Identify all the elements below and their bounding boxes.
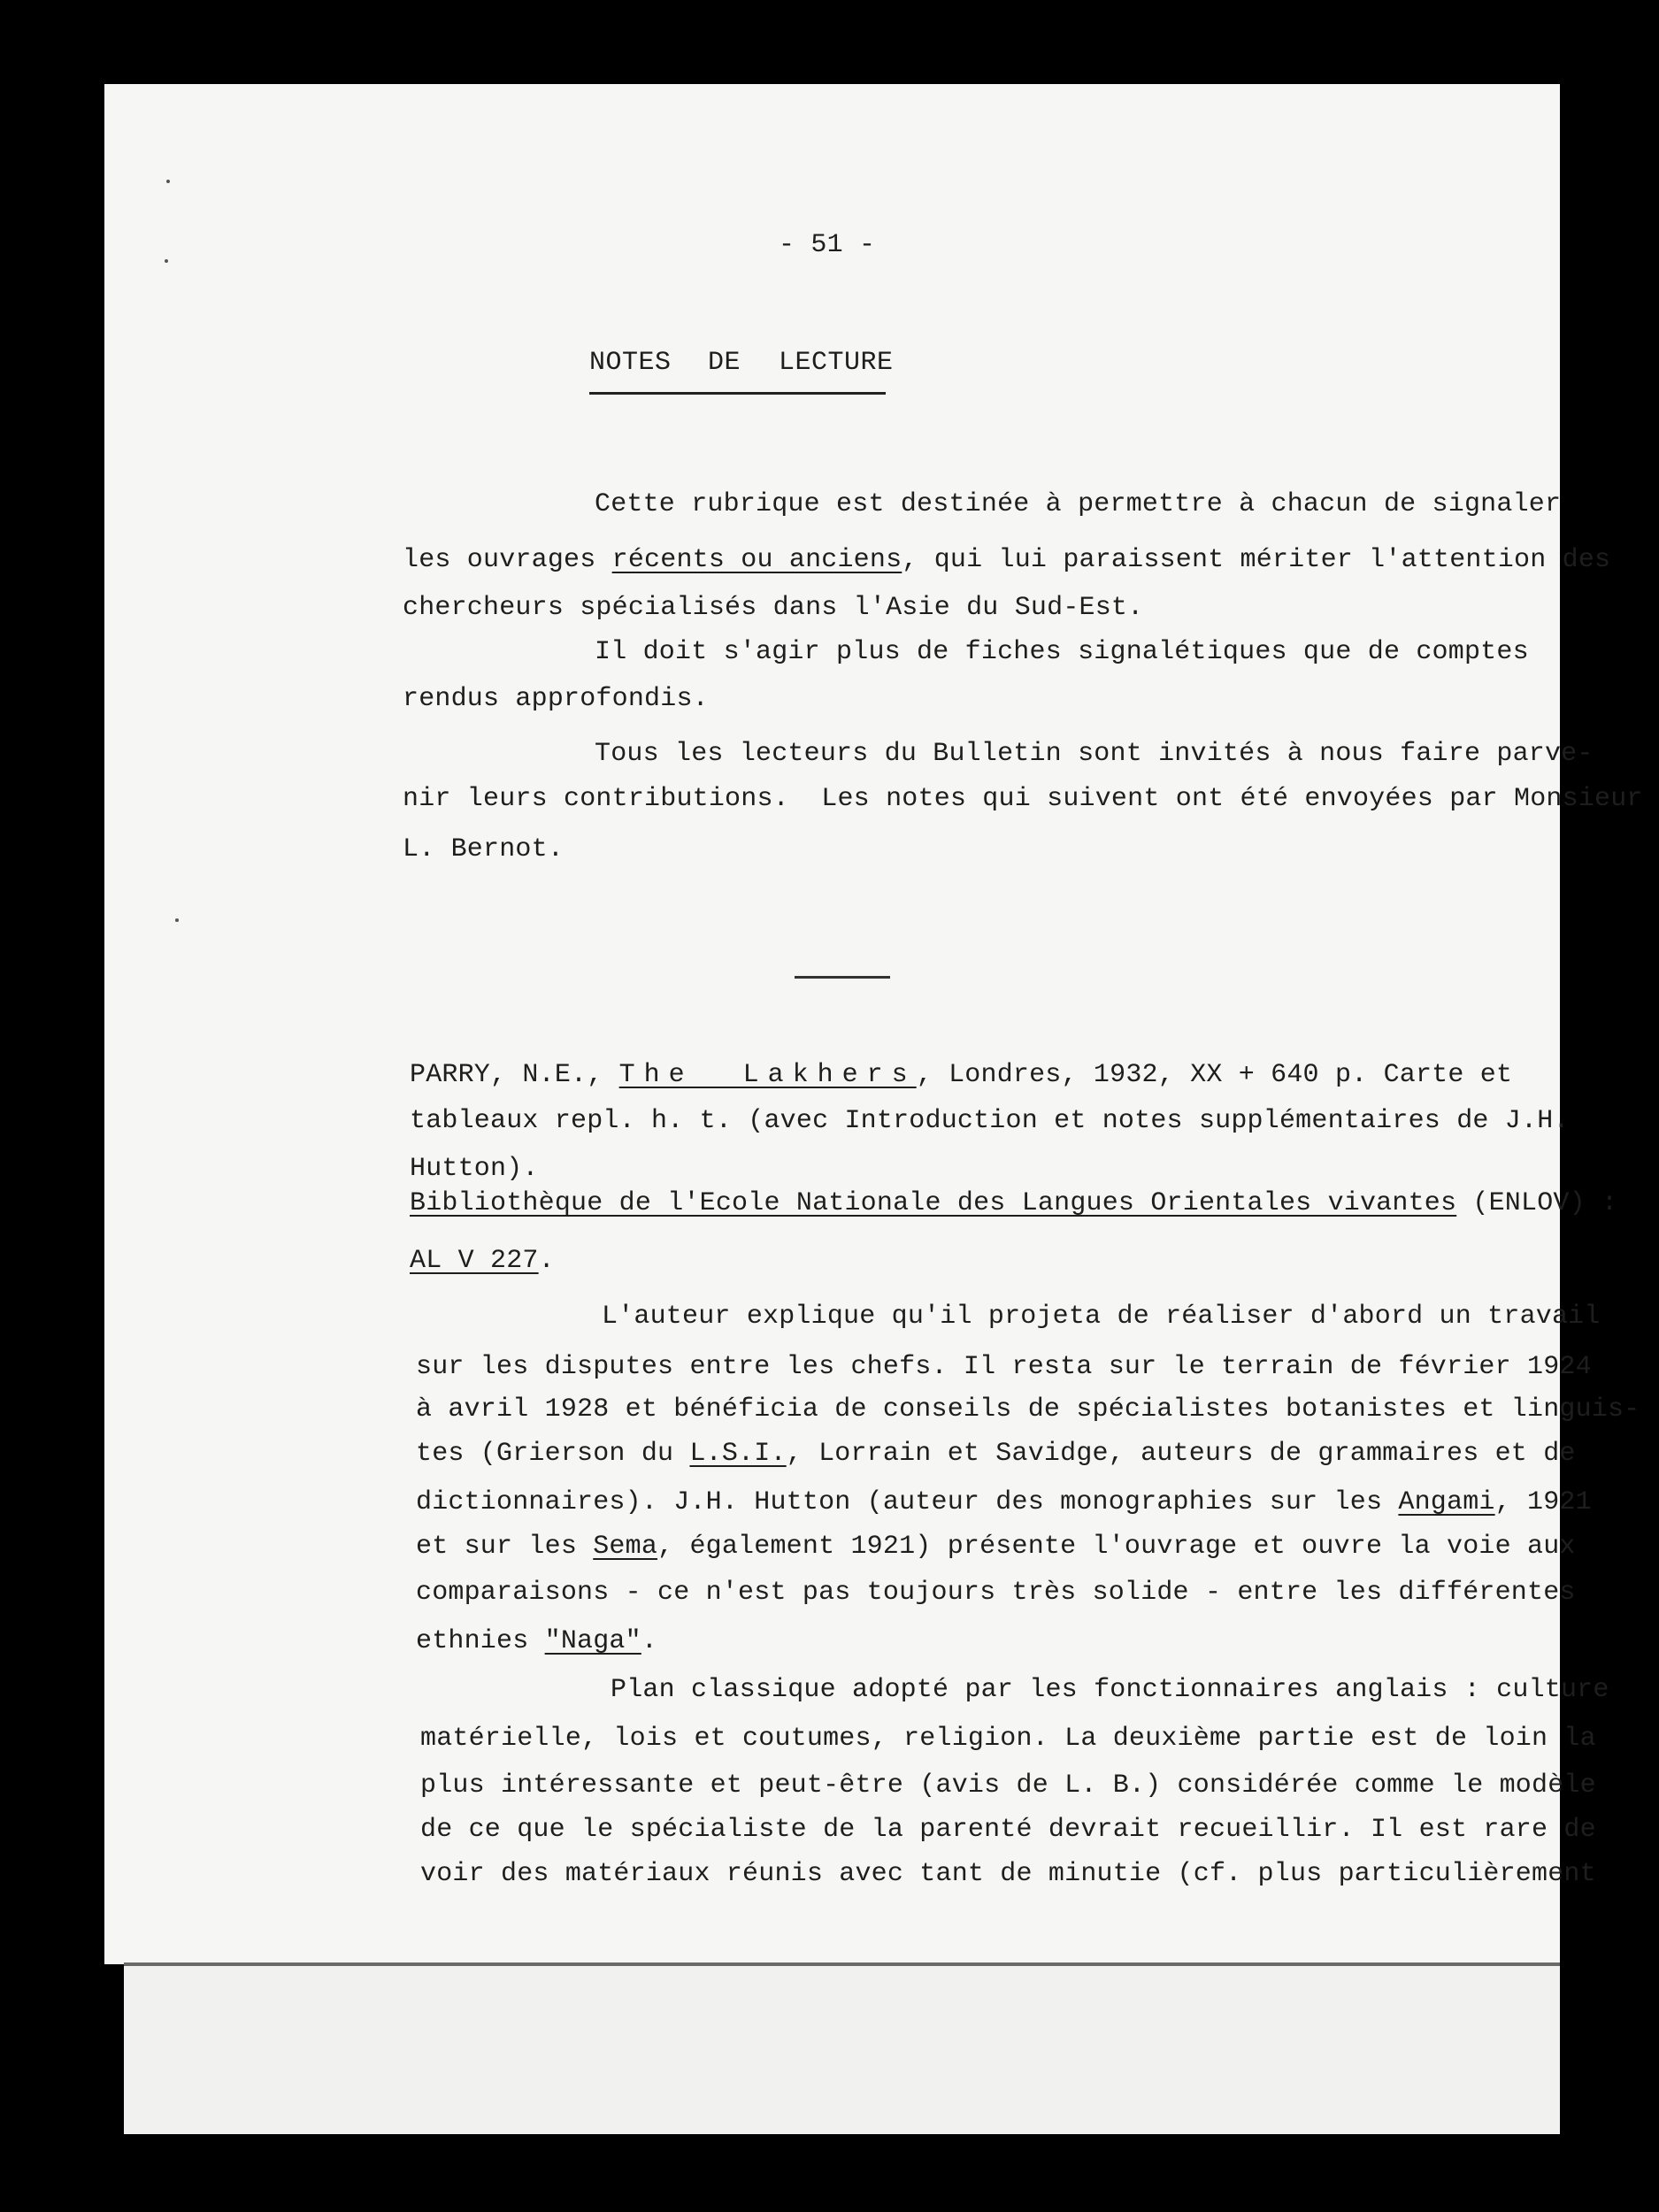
reference-publication: , Londres, 1932, XX + 640 p. Carte et — [916, 1060, 1513, 1090]
body-text: . — [641, 1626, 658, 1656]
intro-line: Il doit s'agir plus de fiches signalétiques que de comptes — [595, 637, 1529, 667]
underlined-term: Angami — [1398, 1487, 1495, 1517]
body-line: plus intéressante et peut-être (avis de L. B.) considérée comme le modèle — [420, 1770, 1596, 1801]
reference-line — [410, 1062, 1512, 1088]
section-title-word: DE — [708, 348, 741, 378]
body-text: dictionnaires). J.H. Hutton (auteur des monographies sur les — [416, 1487, 1399, 1517]
intro-line: L. Bernot. — [403, 834, 565, 864]
body-text: ethnies — [416, 1626, 545, 1656]
intro-line: Tous les lecteurs du Bulletin sont invités à nous faire parve- — [595, 739, 1594, 769]
body-text: , 1921 — [1494, 1487, 1592, 1517]
body-line — [416, 1628, 657, 1655]
body-line — [416, 1489, 1592, 1516]
page-number: - 51 - — [779, 230, 876, 260]
reference-shelfmark-line — [410, 1248, 555, 1274]
body-line: matérielle, lois et coutumes, religion. La deuxième partie est de loin la — [420, 1724, 1596, 1754]
intro-line: rendus approfondis. — [403, 684, 709, 714]
section-separator — [795, 976, 890, 979]
title-underline — [589, 392, 886, 395]
library-abbrev: (ENLOV) : — [1456, 1188, 1618, 1218]
underlined-abbrev: L.S.I. — [689, 1439, 787, 1469]
section-title-word: NOTES — [589, 348, 672, 378]
margin-mark — [166, 180, 170, 183]
intro-line: nir leurs contributions. Les notes qui suivent ont été envoyées par Monsieur — [403, 784, 1643, 814]
margin-mark — [165, 259, 168, 263]
reference-line: Hutton). — [410, 1154, 539, 1184]
body-line: de ce que le spécialiste de la parenté devrait recueillir. Il est rare de — [420, 1815, 1596, 1845]
body-text: et sur les — [416, 1532, 594, 1562]
body-text: , également 1921) présente l'ouvrage et ouvre la voie aux — [657, 1532, 1576, 1562]
body-line: Plan classique adopté par les fonctionnaires anglais : culture — [611, 1675, 1609, 1705]
reference-line: tableaux repl. h. t. (avec Introduction et notes supplémentaires de J.H. — [410, 1106, 1570, 1136]
section-title-word: LECTURE — [779, 348, 894, 378]
reference-library-line — [410, 1190, 1617, 1217]
underlined-phrase: récents ou anciens — [611, 545, 902, 575]
intro-line — [403, 547, 1610, 573]
margin-mark — [175, 918, 179, 922]
body-line: à avril 1928 et bénéficia de conseils de spécialistes botanistes et linguis- — [416, 1394, 1640, 1425]
shelfmark-end: . — [538, 1246, 555, 1276]
body-line: voir des matériaux réunis avec tant de minutie (cf. plus particulièrement — [420, 1859, 1596, 1889]
intro-line: chercheurs spécialisés dans l'Asie du Sud-Est. — [403, 593, 1144, 623]
reference-author: PARRY, N.E., — [410, 1060, 619, 1090]
intro-text: , qui lui paraissent mériter l'attention des — [902, 545, 1611, 575]
body-line: comparaisons - ce n'est pas toujours très solide - entre les différentes — [416, 1578, 1576, 1608]
library-name: Bibliothèque de l'Ecole Nationale des Langues Orientales vivantes — [410, 1188, 1457, 1218]
underlined-term: Sema — [593, 1532, 658, 1562]
body-line — [416, 1533, 1576, 1560]
underlying-page — [124, 1962, 1560, 2134]
body-text: tes (Grierson du — [416, 1439, 690, 1469]
intro-text: les ouvrages — [403, 545, 612, 575]
body-line — [416, 1440, 1576, 1467]
body-line: L'auteur explique qu'il projeta de réaliser d'abord un travail — [602, 1302, 1601, 1332]
shelfmark: AL V 227 — [410, 1246, 539, 1276]
body-line: sur les disputes entre les chefs. Il resta sur le terrain de février 1924 — [416, 1352, 1592, 1382]
underlined-term: "Naga" — [544, 1626, 641, 1656]
book-title: The Lakhers — [618, 1060, 917, 1090]
body-text: , Lorrain et Savidge, auteurs de grammaires et de — [786, 1439, 1576, 1469]
intro-line: Cette rubrique est destinée à permettre à chacun de signaler — [595, 489, 1562, 519]
